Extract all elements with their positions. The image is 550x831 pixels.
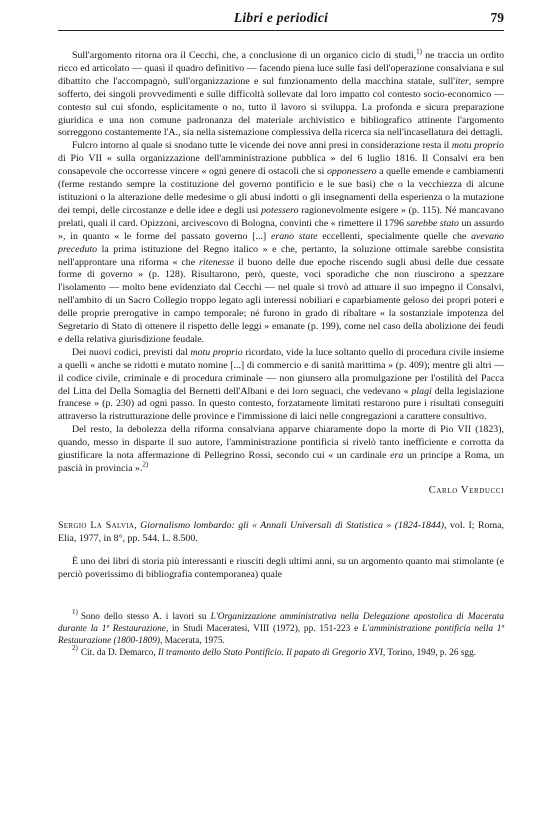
- paragraph-1: Sull'argomento ritorna ora il Cecchi, che, a conclusione di un organico ciclo di studi,$^{1)}$ ne traccia un ordito ricco ed articolato — quasi il quadro definitivo — facendo piena luce sulle fasi dell'operazione consalviana e sul dibattito che l'accompagnò, sull'organizzazione e sul funzionamento della macchina statale, sull'iter, sempre sofferto, dei singoli provvedimenti e sulle difficoltà sollevate dal loro impatto col contesto socio-economico — contesto sul cui sfondo, esplicitamente o no, tutto il lavoro si sviluppa. La profonda e sicura preparazione giuridica e una non comune padronanza del materiale archivistico e bibliografico attinente l'argomento sorreggono costantemente l'A., sia nella sistemazione complessiva della ricerca sia nell'incasellatura dei dettagli.: [58, 47, 505, 139]
- running-title: Libri e periodici: [233, 10, 329, 25]
- review-heading: [58, 520, 504, 546]
- footnote-ref-1[interactable]: 1): [416, 47, 423, 56]
- footnotes: [58, 608, 504, 659]
- page-number: 79: [490, 10, 504, 25]
- footnote-ref-2[interactable]: 2): [142, 460, 149, 469]
- paragraph-2: Fulcro intorno al quale si snodano tutte le vicende dei nove anni presi in considerazione resta il motu proprio di Pio VII « sulla organizzazione dell'amministrazione pubblica » del 6 luglio 1816. Il Consalvi era ben consapevole che occorresse vincere « ogni genere di ostacoli che si opponessero a quelle emende e cambiamenti (ferme restando sempre la costituzione del governo pontificio e le sue basi) che o la vecchiezza di alcune istituzioni o la alterazione delle medesime o gli abusi indotti o gli insegnamenti della esperienza o la mutazione dei tempi, delle circostanze e delle idee e degli usi potessero ragionevolmente esigere » (p. 115). Né mancavano prelati, quali il card. Opizzoni, arcivescovo di Bologna, convinti che « rimettere il 1796 sarebbe stato un assurdo », in quanto « le forme del passato governo [...] erano state eccellenti, specialmente quelle che avevano preceduto la prima istituzione del Regno italico » e che, pertanto, la soluzione ottimale sarebbe consistita nell'approntare una riforma « che ritenesse il buono delle due epoche riscendo sugli abusi delle due cessate forme di governo » (p. 128). Risultarono, però, queste, voci sporadiche che non riuscirono a spezzare l'isolamento — molto bene evidenziato dal Cecchi — nel quale si trovò ad attuare il suo impegno il Consalvi, nell'ambito di un Sacro Collegio troppo legato agli interessi nobiliari e caparbiamente geloso dei propri poteri e delle proprie prerogative in campo temporale; né furono in grado di ribaltare « la sostanziale impotenza del Segretario di Stato di ottenere il rispetto delle leggi » emanate (p. 199), come nel caso della abolizione dei feudi e della relativa giurisdizione feudale.: [58, 140, 505, 345]
- page-body: [58, 47, 505, 659]
- review-title: , Giornalismo lombardo: gli « Annali Universali di Statistica » (1824-1844): [134, 519, 445, 531]
- paragraph-4: Del resto, la debolezza della riforma consalviana apparve chiaramente dopo la morte di Pio VII (1823), quando, messo in disparte il suo autore, l'amministrazione pontificia si rivelò tanto inefficiente e corrotta da giustificare la nota affermazione di Pellegrino Rossi, secondo cui « un cardinale era un principe a Roma, un pascià in provincia ».$^{2)}$: [58, 424, 505, 474]
- review-paragraph-1: È uno dei libri di storia più interessanti e riusciti degli ultimi anni, su un argomento quanto mai stimolante (e perciò poverissimo di bibliografia contemporanea) quale: [58, 555, 504, 580]
- author-signature: Carlo Verducci: [428, 484, 504, 496]
- review-details: , vol. I; Roma, Elia, 1977, in 8°, pp. 544. L. 8.500.: [58, 519, 504, 544]
- paragraph-3: Dei nuovi codici, previsti dal motu proprio ricordato, vide la luce soltanto quello di procedura civile insieme a quelli « anche se ridotti e mutato nomine [...] di commercio e di sanità marittima » (p. 409); mentre gli altri — il codice civile, criminale e di procedura criminale — non giunsero alla promulgazione per l'ostilità del Pacca del Litta del Della Somaglia del Bernetti dell'Albani e dei loro seguaci, che vedevano « plagi della legislazione francese » (p. 230) ad ogni passo. In questo contesto, forzatamente limitati restarono pure i risultati conseguiti attraverso la ristrutturazione delle province e l'immissione di laici nelle congregazioni a carattere consultivo.: [58, 346, 504, 423]
- page-header: [58, 10, 504, 31]
- review-author: Sergio La Salvia: [58, 519, 135, 531]
- footnote-2: $^{2)}$ Cit. da D. Demarco, Il tramonto dello Stato Pontificio. Il papato di Gregorio XVI, Torino, 1949, p. 26 sgg.: [72, 644, 477, 658]
- footnote-1: $^{1)}$ Sono dello stesso A. i lavori su L'Organizzazione amministrativa nella Delegazione apostolica di Macerata durante la 1ª Restaurazione, in Studi Maceratesi, VIII (1972), pp. 151-223 e L'amministrazione pontificia nella 1ª Restaurazione (1800-1809), Macerata, 1975.: [58, 608, 504, 646]
